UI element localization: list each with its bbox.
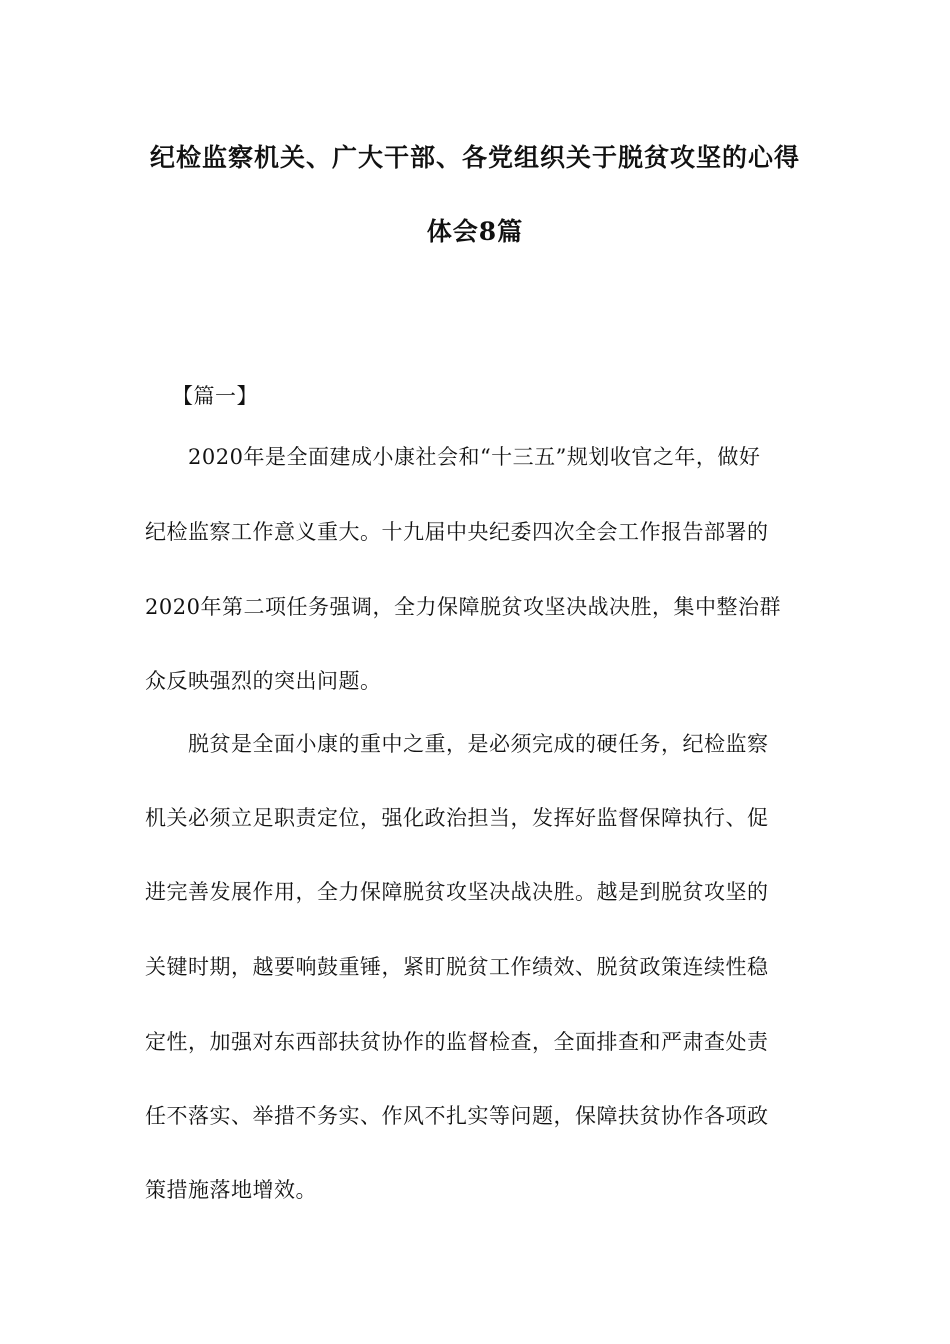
paragraph-2-line-3: 进完善发展作用，全力保障脱贫攻坚决战决胜。越是到脱贫攻坚的: [145, 880, 769, 904]
paragraph-1-line-2: 纪检监察工作意义重大。十九届中央纪委四次全会工作报告部署的: [145, 520, 769, 544]
paragraph-1-line-1: 2020年是全面建成小康社会和“十三五”规划收官之年，做好: [188, 445, 761, 469]
paragraph-2-line-6: 任不落实、举措不务实、作风不扎实等问题，保障扶贫协作各项政: [145, 1104, 769, 1128]
paragraph-1-line-4: 众反映强烈的突出问题。: [145, 669, 382, 693]
paragraph-2-line-4: 关键时期，越要响鼓重锤，紧盯脱贫工作绩效、脱贫政策连续性稳: [145, 955, 769, 979]
paragraph-2-line-1: 脱贫是全面小康的重中之重，是必须完成的硬任务，纪检监察: [188, 732, 769, 756]
paragraph-2-line-7: 策措施落地增效。: [145, 1178, 317, 1202]
document-title-line-1: 纪检监察机关、广大干部、各党组织关于脱贫攻坚的心得: [149, 143, 800, 172]
paragraph-2-line-2: 机关必须立足职责定位，强化政治担当，发挥好监督保障执行、促: [145, 806, 769, 830]
paragraph-1-line-3: 2020年第二项任务强调，全力保障脱贫攻坚决战决胜，集中整治群: [145, 595, 781, 619]
document-title-line-2: 体会8篇: [426, 217, 524, 246]
paragraph-2-line-5: 定性，加强对东西部扶贫协作的监督检查，全面排查和严肃查处责: [145, 1030, 769, 1054]
section-label: 【篇一】: [172, 384, 258, 408]
